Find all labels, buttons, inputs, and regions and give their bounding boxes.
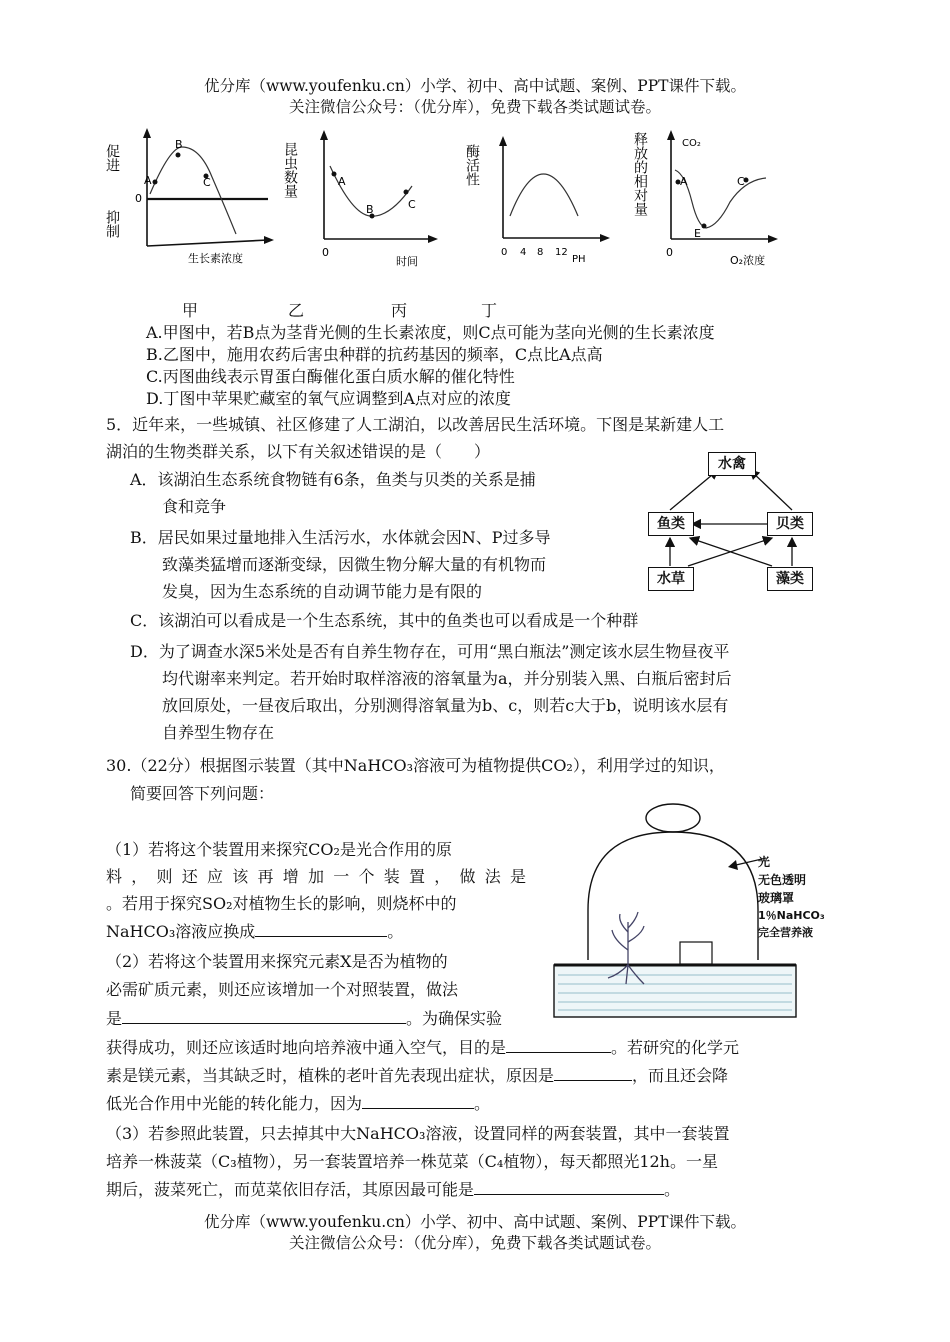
q30-p2-line-3 [106, 1005, 536, 1032]
caption-ding: 丁 [481, 301, 498, 320]
ding-point-c: C [737, 175, 745, 188]
ding-zero: 0 [666, 246, 673, 259]
yi-point-a: A [338, 175, 346, 188]
ding-point-e: E [694, 227, 701, 240]
yi-xlabel: 时间 [396, 255, 418, 268]
jia-point-c: C [203, 176, 211, 189]
q30-p2-line-5-end: ，而且还会降 [632, 1066, 729, 1085]
answer-blank-light[interactable] [362, 1090, 474, 1109]
food-web-waterweed: 水草 [648, 567, 694, 591]
q30-p2-line-5 [106, 1062, 851, 1089]
q5-stem-1: 5．近年来，一些城镇、社区修建了人工湖泊，以改善居民生活环境。下图是某新建人工 [106, 415, 725, 434]
footer-line-2: 关注微信公众号：（优分库），免费下载各类试题试卷。 [288, 1234, 661, 1252]
q4-option-d: D.丁图中苹果贮藏室的氧气应调整到A点对应的浓度 [146, 389, 511, 408]
footer-line-1: 优分库（www.youfenku.cn）小学、初中、高中试题、案例、PPT课件下载。 [203, 1213, 747, 1231]
q5-option-d-1: D．为了调查水深5米处是否有自养生物存在，可用“黑白瓶法”测定该水层生物昼夜平 [130, 642, 730, 661]
yi-point-c: C [408, 198, 416, 211]
graph-ding [632, 130, 778, 267]
graph-jia [104, 128, 274, 265]
header-line-1: 优分库（www.youfenku.cn）小学、初中、高中试题、案例、PPT课件下载。 [203, 77, 747, 95]
q30-p1-line-4 [106, 918, 526, 945]
q30-p1-line-2: 料，则还应该再增加一个装置，做法是 [106, 867, 526, 886]
answer-blank-air[interactable] [506, 1034, 611, 1053]
q30-p1-line-3: 。若用于探究SO₂对植物生长的影响，则烧杯中的 [106, 894, 457, 913]
jia-ylabel-top: 促进 [104, 144, 120, 172]
bing-tick-0: 0 [501, 247, 508, 258]
bing-tick-12: 12 [555, 247, 568, 258]
answer-blank-control[interactable] [122, 1005, 406, 1024]
jia-point-a: A [144, 174, 152, 187]
ding-xlabel: O₂浓度 [730, 254, 766, 267]
q5-option-b-2: 致藻类猛增而逐渐变绿，因微生物分解大量的有机物而 [162, 555, 547, 574]
jia-ylabel-bottom: 抑制 [104, 210, 120, 238]
ding-point-a: A [680, 175, 688, 188]
apparatus-label-cover-2: 玻璃罩 [758, 891, 795, 905]
q30-p3-line-3 [106, 1176, 851, 1203]
nahco3-beaker [680, 942, 712, 964]
q5-option-d-2: 均代谢率来判定。若开始时取样溶液的溶氧量为a，并分别装入黑、白瓶后密封后 [162, 669, 732, 688]
q5-option-a-1: A．该湖泊生态系统食物链有6条，鱼类与贝类的关系是捕 [130, 470, 536, 489]
q4-option-b: B.乙图中，施用农药后害虫种群的抗药基因的频率，C点比A点高 [146, 345, 603, 364]
answer-blank-mg[interactable] [554, 1062, 632, 1081]
q30-p3-line-1: （3）若参照此装置，只去掉其中大NaHCO₃溶液，设置同样的两套装置，其中一套装置 [106, 1124, 730, 1143]
q4-option-c: C.丙图曲线表示胃蛋白酶催化蛋白质水解的催化特性 [146, 367, 515, 386]
caption-jia: 甲 [182, 301, 199, 320]
jia-point-b: B [175, 138, 183, 151]
q30-p3-line-2: 培养一株菠菜（C₃植物），另一套装置培养一株苋菜（C₄植物），每天都照光12h。一星 [106, 1152, 718, 1171]
q30-p2-line-5-text: 素是镁元素，当其缺乏时，植株的老叶首先表现出症状，原因是 [106, 1066, 555, 1085]
q5-option-d-4: 自养型生物存在 [162, 723, 275, 742]
answer-blank-c4[interactable] [474, 1176, 664, 1195]
caption-bing: 丙 [391, 301, 408, 320]
q30-p2-line-4-end: 。若研究的化学元 [611, 1038, 740, 1057]
graph-yi [282, 130, 438, 268]
bing-xlabel: PH [572, 254, 586, 265]
bell-jar-knob [646, 804, 700, 832]
food-web-waterfowl: 水禽 [708, 452, 756, 476]
caption-yi: 乙 [288, 301, 305, 320]
q30-p2-line-1: （2）若将这个装置用来探究元素X是否为植物的 [106, 952, 448, 971]
q5-option-b-3: 发臭，因为生态系统的自动调节能力是有限的 [162, 582, 483, 601]
q30-p1-line-4-text: NaHCO₃溶液应换成 [106, 922, 256, 941]
q30-p2-line-6 [106, 1090, 851, 1117]
q30-p2-line-6-end: 。 [474, 1094, 491, 1113]
jia-zero: 0 [135, 192, 142, 205]
yi-point-b: B [366, 203, 374, 216]
yi-zero: 0 [322, 246, 329, 259]
graph-bing [464, 136, 610, 265]
food-web-fish: 鱼类 [648, 512, 694, 536]
food-web-shellfish: 贝类 [767, 512, 813, 536]
bing-tick-4: 4 [520, 247, 527, 258]
ding-ylabel: 释放的相对量 [632, 132, 648, 216]
q30-p2-line-3-text: 是 [106, 1009, 123, 1028]
q30-stem-1: 30.（22分）根据图示装置（其中NaHCO₃溶液可为植物提供CO₂），利用学过的知识， [106, 756, 725, 775]
apparatus-label-cover-1: 无色透明 [758, 873, 807, 887]
apparatus-label-light: 光 [758, 855, 771, 869]
graphs-figure [100, 122, 790, 284]
q5-option-a-2: 食和竞争 [162, 497, 227, 516]
apparatus-label-nutrient: 完全营养液 [758, 926, 813, 939]
apparatus-label-solution: 1％NaHCO₃ [758, 909, 825, 922]
q5-option-d-3: 放回原处，一昼夜后取出，分别测得溶氧量为b、c，则若c大于b，说明该水层有 [162, 696, 729, 715]
q30-p2-line-3-end: 。为确保实验 [406, 1009, 503, 1028]
q30-p1-line-1: （1）若将这个装置用来探究CO₂是光合作用的原 [106, 840, 452, 859]
nutrient-tank [554, 965, 796, 1017]
bing-tick-8: 8 [537, 247, 544, 258]
glass-bell-jar [588, 832, 758, 960]
jia-xlabel: 生长素浓度 [188, 252, 243, 265]
q30-stem-2: 简要回答下列问题： [130, 784, 275, 803]
q5-option-b-1: B．居民如果过量地排入生活污水，水体就会因N、P过多导 [130, 528, 551, 547]
q30-p1-line-4-end: 。 [387, 922, 404, 941]
ding-co2-label: CO₂ [682, 138, 701, 149]
yi-ylabel: 昆虫数量 [282, 142, 298, 198]
q4-option-a: A.甲图中，若B点为茎背光侧的生长素浓度，则C点可能为茎向光侧的生长素浓度 [146, 323, 715, 342]
header-line-2: 关注微信公众号：（优分库），免费下载各类试题试卷。 [288, 98, 661, 116]
q30-p2-line-4 [106, 1034, 851, 1061]
q5-stem-2: 湖泊的生物类群关系，以下有关叙述错误的是（ ） [106, 442, 491, 461]
bing-ylabel: 酶活性 [464, 144, 480, 186]
answer-blank-sol[interactable] [255, 918, 387, 937]
q5-option-c-1: C．该湖泊可以看成是一个生态系统，其中的鱼类也可以看成是一个种群 [130, 611, 639, 630]
q30-p2-line-6-text: 低光合作用中光能的转化能力，因为 [106, 1094, 363, 1113]
q30-p2-line-2: 必需矿质元素，则还应该增加一个对照装置，做法 [106, 980, 459, 999]
q30-p3-line-3-end: 。 [664, 1180, 681, 1199]
q30-p2-line-4-text: 获得成功，则还应该适时地向培养液中通入空气，目的是 [106, 1038, 507, 1057]
food-web-algae: 藻类 [767, 567, 813, 591]
q30-p3-line-3-text: 期后，菠菜死亡，而苋菜依旧存活，其原因最可能是 [106, 1180, 475, 1199]
